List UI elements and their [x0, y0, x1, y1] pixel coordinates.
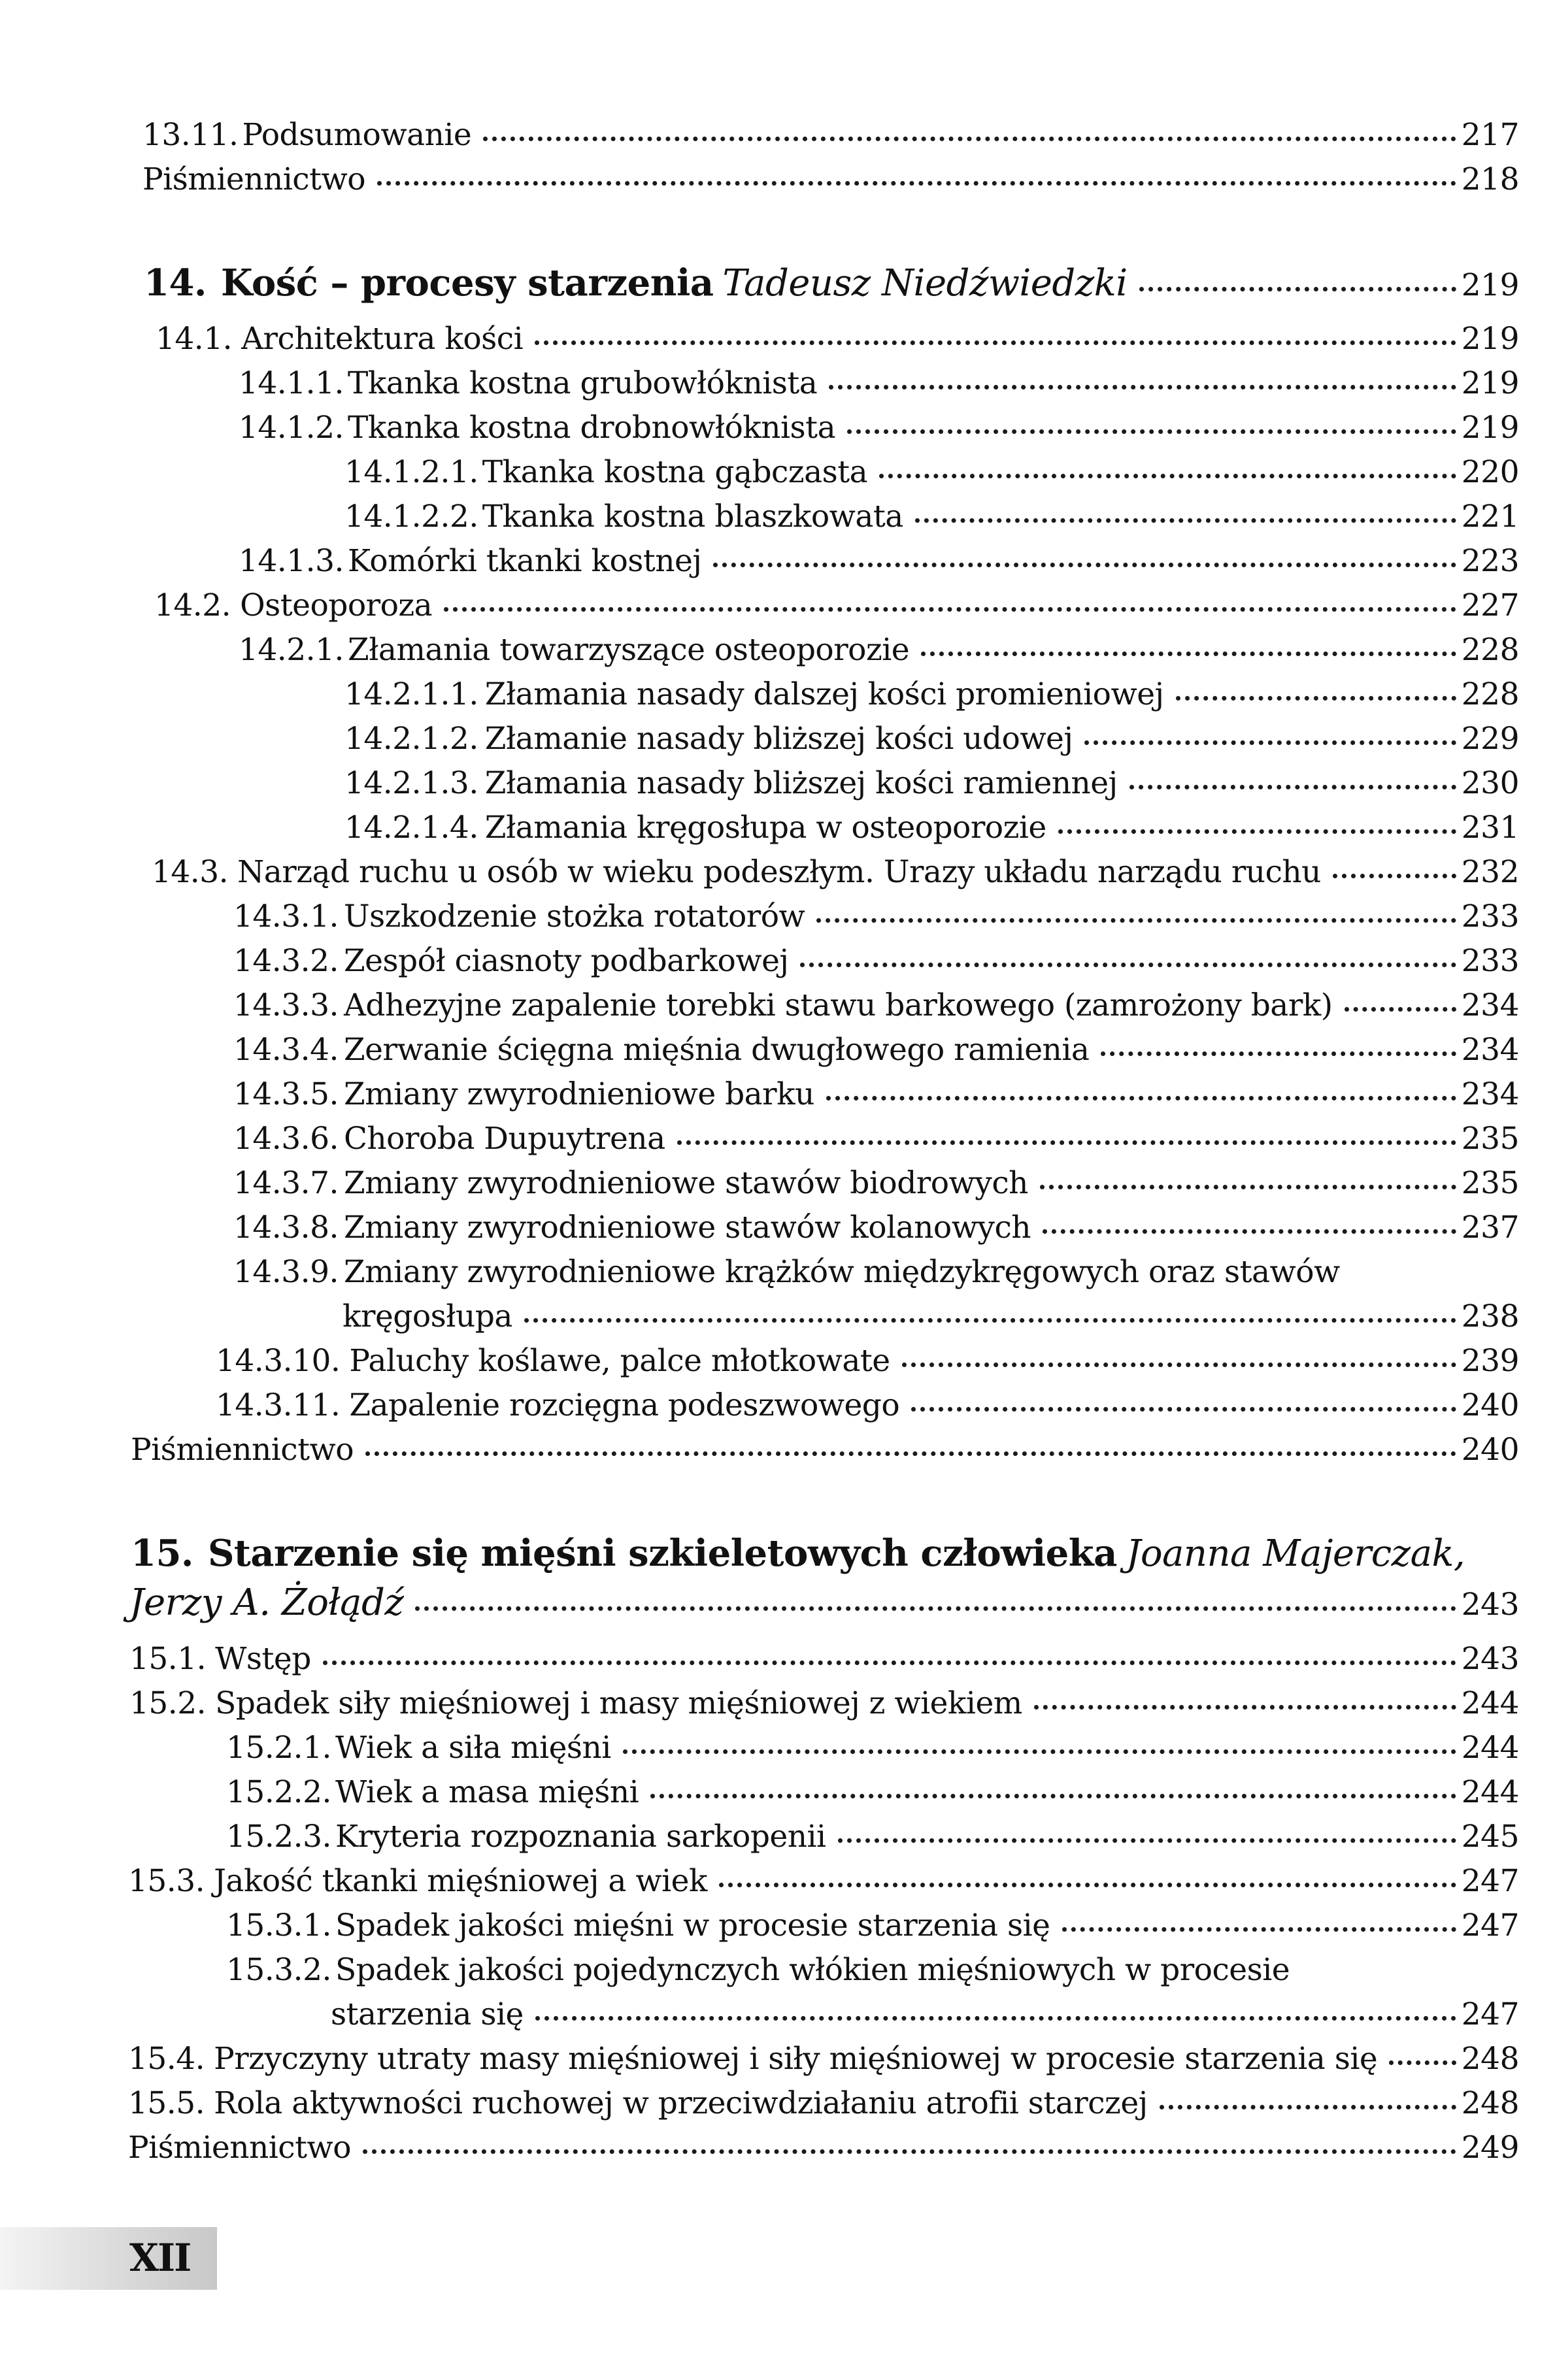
entry-page: 219 — [1461, 267, 1519, 303]
entry-number: 14.3. — [152, 854, 229, 890]
dot-leader — [921, 652, 1456, 656]
entry-number: 14.1.2.2. — [344, 499, 478, 535]
toc-entry — [0, 761, 1555, 806]
entry-number: 13.11. — [142, 117, 239, 153]
dot-leader — [1043, 1229, 1456, 1234]
toc-chapter-heading — [0, 1530, 1555, 1576]
dot-leader — [826, 1096, 1456, 1100]
toc-entry — [0, 805, 1555, 851]
entry-title: Złamanie nasady bliższej kości udowej — [484, 721, 1073, 757]
entry-page: 234 — [1461, 1076, 1519, 1112]
entry-title: Komórki tkanki kostnej — [347, 543, 702, 579]
toc-entry — [0, 716, 1555, 762]
toc-entry — [0, 1427, 1555, 1473]
entry-title: Wiek a siła mięśni — [335, 1730, 611, 1766]
entry-title: Rola aktywności ruchowej w przeciwdziałaniu atrofii starczej — [214, 2085, 1148, 2121]
entry-number: 14.2.1.2. — [344, 721, 478, 757]
entry-title: starzenia się — [331, 1996, 524, 2032]
entry-number: 14.3.2. — [233, 943, 339, 979]
dot-leader — [363, 2149, 1456, 2154]
entry-page: 218 — [1461, 161, 1519, 197]
entry-number: 14.1.2. — [239, 410, 344, 446]
toc-entry — [0, 2036, 1555, 2082]
entry-title: Przyczyny utraty masy mięśniowej i siły mięśniowej w procesie starzenia się — [214, 2041, 1378, 2077]
entry-page: 243 — [1461, 1587, 1519, 1623]
entry-page: 230 — [1461, 765, 1519, 801]
chapter-number: 15. — [131, 1532, 193, 1575]
toc-entry — [0, 112, 1555, 158]
dot-leader — [838, 1838, 1456, 1843]
entry-page: 238 — [1461, 1298, 1519, 1334]
entry-number: 14.2. — [154, 587, 231, 623]
entry-number: 14.3.9. — [233, 1254, 339, 1290]
entry-page: 235 — [1461, 1121, 1519, 1157]
toc-entry — [0, 1636, 1555, 1682]
dot-leader — [1333, 874, 1456, 878]
entry-title: Zmiany zwyrodnieniowe barku — [343, 1076, 814, 1112]
chapter-title: Kość – procesy starzenia — [220, 261, 714, 305]
entry-title: Wiek a masa mięśni — [335, 1774, 639, 1810]
entry-title: Piśmiennictwo — [128, 2130, 351, 2166]
dot-leader — [879, 474, 1456, 478]
entry-title: Paluchy koślawe, palce młotkowate — [349, 1343, 890, 1379]
toc-entry-continuation — [0, 1294, 1555, 1340]
dot-leader — [444, 607, 1456, 612]
dot-leader — [816, 918, 1456, 923]
toc-chapter-heading-continuation — [0, 1580, 1555, 1626]
toc-entry — [0, 672, 1555, 718]
toc-entry — [0, 1814, 1555, 1860]
entry-number: 14.2.1.3. — [344, 765, 478, 801]
toc-entry — [0, 450, 1555, 495]
toc-entry — [0, 405, 1555, 451]
dot-leader — [847, 429, 1456, 434]
entry-number: 14.1.2.1. — [344, 454, 478, 490]
toc-entry — [0, 1116, 1555, 1162]
dot-leader — [535, 340, 1456, 345]
entry-page: 233 — [1461, 899, 1519, 934]
entry-title: Architektura kości — [241, 321, 524, 357]
toc-entry — [0, 1249, 1555, 1295]
toc-entry — [0, 1859, 1555, 1904]
dot-leader — [535, 2016, 1456, 2021]
dot-leader — [1084, 740, 1456, 745]
entry-title: Osteoporoza — [240, 587, 433, 623]
toc-entry — [0, 494, 1555, 540]
toc-entry — [0, 1947, 1555, 1993]
toc-entry — [0, 627, 1555, 673]
entry-page: 233 — [1461, 943, 1519, 979]
entry-number: 15.2. — [129, 1685, 207, 1721]
dot-leader — [1345, 1007, 1456, 1012]
dot-leader — [915, 518, 1456, 523]
entry-page: 228 — [1461, 676, 1519, 712]
entry-title: Tkanka kostna blaszkowata — [482, 499, 903, 535]
entry-number: 14.1.3. — [239, 543, 344, 579]
entry-page: 244 — [1461, 1730, 1519, 1766]
entry-title: Kryteria rozpoznania sarkopenii — [335, 1819, 826, 1855]
dot-leader — [1101, 1051, 1456, 1056]
entry-title: Wstęp — [215, 1641, 311, 1677]
entry-title: Piśmiennictwo — [131, 1432, 354, 1468]
entry-title: Tkanka kostna drobnowłóknista — [347, 410, 836, 446]
entry-number: 14.3.11. — [216, 1387, 341, 1423]
entry-title: Adhezyjne zapalenie torebki stawu barkowego (zamrożony bark) — [343, 987, 1333, 1023]
toc-entry — [0, 2125, 1555, 2171]
entry-title: Zapalenie rozcięgna podeszwowego — [349, 1387, 900, 1423]
dot-leader — [1139, 287, 1456, 291]
entry-title: Złamania nasady dalszej kości promieniowej — [484, 676, 1164, 712]
entry-page: 247 — [1461, 1863, 1519, 1899]
entry-title: Choroba Dupuytrena — [343, 1121, 665, 1157]
toc-entry — [0, 538, 1555, 584]
toc-entry — [0, 361, 1555, 406]
entry-number: 15.4. — [128, 2041, 205, 2077]
entry-number: 14.2.1.4. — [344, 810, 478, 846]
entry-page: 240 — [1461, 1432, 1519, 1468]
entry-page: 235 — [1461, 1165, 1519, 1201]
toc-entry — [0, 1383, 1555, 1429]
entry-title: Złamania kręgosłupa w osteoporozie — [484, 810, 1046, 846]
entry-title: Tkanka kostna gąbczasta — [482, 454, 868, 490]
entry-number: 14.3.3. — [233, 987, 339, 1023]
entry-number: 14.3.7. — [233, 1165, 339, 1201]
chapter-author: Tadeusz Niedźwiedzki — [722, 262, 1128, 305]
dot-leader — [902, 1363, 1456, 1367]
entry-page: 244 — [1461, 1774, 1519, 1810]
entry-number: 15.2.2. — [226, 1774, 331, 1810]
dot-leader — [524, 1318, 1456, 1323]
toc-entry — [0, 1161, 1555, 1206]
toc-chapter-heading — [0, 260, 1555, 306]
dot-leader — [911, 1407, 1456, 1412]
dot-leader — [623, 1749, 1456, 1754]
entry-title: Zmiany zwyrodnieniowe stawów biodrowych — [343, 1165, 1028, 1201]
chapter-title: Starzenie się mięśni szkieletowych człowieka — [207, 1532, 1117, 1575]
dot-leader — [1176, 696, 1456, 701]
dot-leader — [1160, 2105, 1456, 2109]
entry-number: 14.3.5. — [233, 1076, 339, 1112]
dot-leader — [415, 1606, 1456, 1611]
toc-entry — [0, 894, 1555, 940]
dot-leader — [323, 1661, 1456, 1665]
entry-number: 15.1. — [129, 1641, 207, 1677]
toc-entry-continuation — [0, 1992, 1555, 2038]
dot-leader — [1040, 1185, 1456, 1189]
entry-title: Spadek jakości pojedynczych włókien mięśniowych w procesie — [335, 1952, 1290, 1988]
entry-title: kręgosłupa — [343, 1298, 512, 1334]
entry-page: 232 — [1461, 854, 1519, 890]
entry-page: 245 — [1461, 1819, 1519, 1855]
dot-leader — [365, 1451, 1456, 1456]
entry-number: 14.3.8. — [233, 1210, 339, 1246]
entry-page: 249 — [1461, 2130, 1519, 2166]
entry-page: 228 — [1461, 632, 1519, 668]
entry-number: 15.3.2. — [226, 1952, 331, 1988]
toc-entry — [0, 1903, 1555, 1949]
entry-title: Podsumowanie — [242, 117, 472, 153]
toc-entry — [0, 583, 1555, 629]
entry-number: 14.2.1.1. — [344, 676, 478, 712]
entry-title: Piśmiennictwo — [142, 161, 365, 197]
toc-entry — [0, 1338, 1555, 1384]
dot-leader — [650, 1794, 1456, 1798]
dot-leader — [829, 385, 1456, 389]
entry-title: Tkanka kostna grubowłóknista — [347, 365, 818, 401]
entry-page: 227 — [1461, 587, 1519, 623]
dot-leader — [377, 181, 1456, 186]
entry-title: Zerwanie ścięgna mięśnia dwugłowego ramienia — [343, 1032, 1090, 1068]
entry-title: Zmiany zwyrodnieniowe krążków międzykręgowych oraz stawów — [343, 1254, 1340, 1290]
chapter-author: Joanna Majerczak, — [1126, 1532, 1465, 1575]
entry-number: 15.3.1. — [226, 1908, 331, 1943]
dot-leader — [1058, 829, 1456, 834]
toc-entry — [0, 2081, 1555, 2126]
entry-page: 219 — [1461, 321, 1519, 357]
dot-leader — [1062, 1927, 1456, 1932]
entry-page: 229 — [1461, 721, 1519, 757]
dot-leader — [677, 1140, 1456, 1145]
dot-leader — [719, 1883, 1456, 1887]
chapter-author: Jerzy A. Żołądź — [129, 1581, 404, 1624]
entry-title: Jakość tkanki mięśniowej a wiek — [214, 1863, 707, 1899]
entry-number: 14.2.1. — [239, 632, 344, 668]
toc-entry — [0, 1725, 1555, 1771]
entry-page: 244 — [1461, 1685, 1519, 1721]
toc-entry — [0, 316, 1555, 362]
entry-page: 248 — [1461, 2041, 1519, 2077]
dot-leader — [483, 137, 1456, 141]
entry-page: 234 — [1461, 987, 1519, 1023]
entry-title: Złamania towarzyszące osteoporozie — [347, 632, 910, 668]
chapter-number: 14. — [144, 261, 207, 305]
toc-entry — [0, 1681, 1555, 1727]
entry-page: 217 — [1461, 117, 1519, 153]
entry-page: 248 — [1461, 2085, 1519, 2121]
toc-entry — [0, 1072, 1555, 1117]
entry-number: 14.1. — [156, 321, 233, 357]
entry-page: 219 — [1461, 365, 1519, 401]
entry-title: Zmiany zwyrodnieniowe stawów kolanowych — [343, 1210, 1031, 1246]
entry-page: 247 — [1461, 1996, 1519, 2032]
entry-page: 237 — [1461, 1210, 1519, 1246]
toc-entry — [0, 1205, 1555, 1251]
toc-entry — [0, 983, 1555, 1029]
entry-page: 239 — [1461, 1343, 1519, 1379]
entry-page: 243 — [1461, 1641, 1519, 1677]
dot-leader — [1129, 785, 1456, 789]
toc-entry — [0, 157, 1555, 203]
entry-number: 14.3.6. — [233, 1121, 339, 1157]
entry-title: Uszkodzenie stożka rotatorów — [343, 899, 805, 934]
entry-page: 221 — [1461, 499, 1519, 535]
entry-number: 15.3. — [128, 1863, 205, 1899]
entry-page: 247 — [1461, 1908, 1519, 1943]
entry-page: 220 — [1461, 454, 1519, 490]
dot-leader — [1389, 2060, 1456, 2065]
entry-number: 14.1.1. — [239, 365, 344, 401]
entry-page: 223 — [1461, 543, 1519, 579]
entry-title: Spadek siły mięśniowej i masy mięśniowej z wiekiem — [215, 1685, 1022, 1721]
entry-title: Spadek jakości mięśni w procesie starzenia się — [335, 1908, 1050, 1943]
entry-page: 219 — [1461, 410, 1519, 446]
entry-number: 15.2.3. — [226, 1819, 331, 1855]
entry-number: 14.3.10. — [216, 1343, 341, 1379]
entry-number: 14.3.1. — [233, 899, 339, 934]
toc-entry — [0, 1770, 1555, 1815]
entry-title: Zespół ciasnoty podbarkowej — [343, 943, 789, 979]
dot-leader — [713, 563, 1456, 567]
toc-entry — [0, 1027, 1555, 1073]
dot-leader — [800, 963, 1456, 967]
page-number: XII — [129, 2236, 191, 2280]
entry-page: 240 — [1461, 1387, 1519, 1423]
entry-number: 15.5. — [128, 2085, 205, 2121]
dot-leader — [1034, 1705, 1456, 1710]
entry-number: 14.3.4. — [233, 1032, 339, 1068]
toc-entry — [0, 850, 1555, 895]
entry-number: 15.2.1. — [226, 1730, 331, 1766]
toc-entry — [0, 938, 1555, 984]
entry-title: Narząd ruchu u osób w wieku podeszłym. Urazy układu narządu ruchu — [237, 854, 1321, 890]
entry-page: 234 — [1461, 1032, 1519, 1068]
entry-title: Złamania nasady bliższej kości ramiennej — [484, 765, 1118, 801]
entry-page: 231 — [1461, 810, 1519, 846]
